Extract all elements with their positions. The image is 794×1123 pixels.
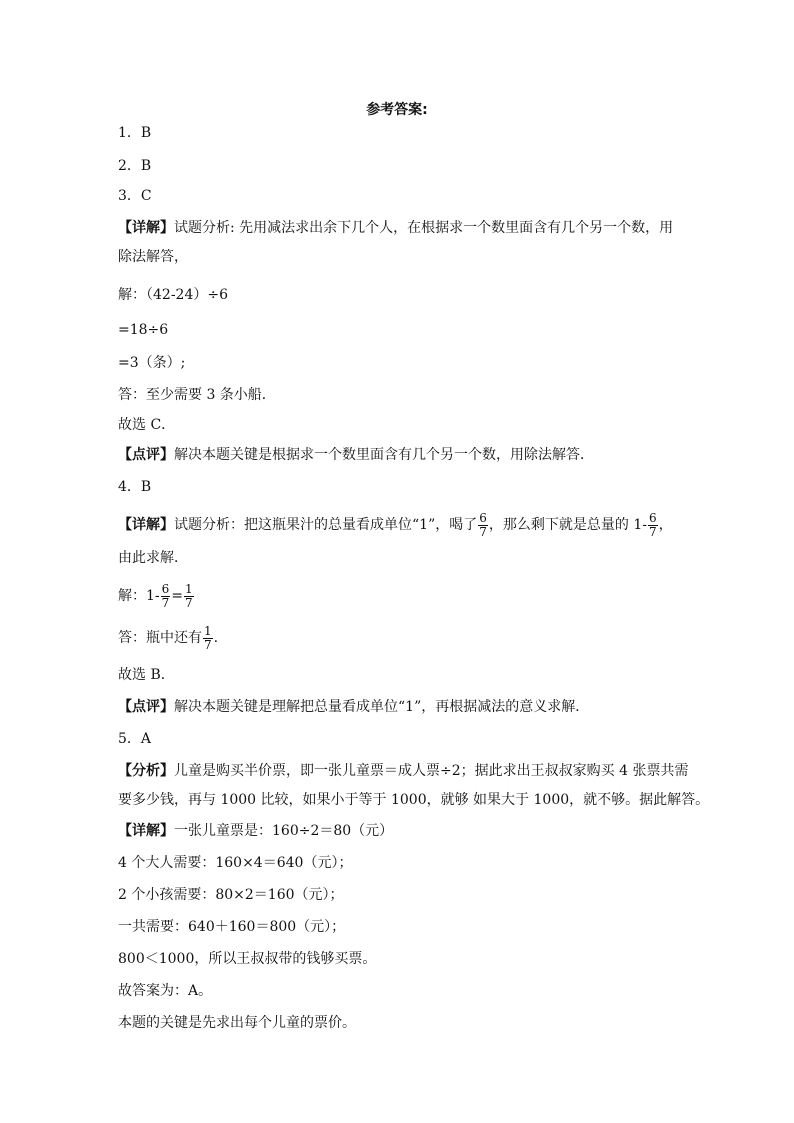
q4-step: 解：1- $\frac{6}{7}$ = $\frac{1}{7}$ — [118, 581, 193, 610]
q3-detail-line-2: 除法解答， — [118, 249, 188, 265]
page-title: 参考答案: — [366, 102, 428, 118]
detail-tag: 【详解】 — [118, 517, 174, 533]
q5-detail-line-7: 本题的关键是先求出每个儿童的票价。 — [118, 1015, 356, 1031]
q5-analysis-text-1: 儿童是购买半价票，即一张儿童票＝成人票÷2；据此求出王叔叔家购买 4 张票共需 — [174, 763, 689, 779]
fraction-six-sevenths: $\frac{6}{7}$ — [479, 510, 487, 539]
detail-tag: 【详解】 — [118, 220, 174, 236]
q3-detail-line-1 — [118, 219, 673, 237]
q5-detail-line-5: 800＜1000，所以王叔叔带的钱够买票。 — [118, 951, 377, 967]
q4-detail-text-a: 试题分析：把这瓶果汁的总量看成单位“1”，喝了 — [174, 517, 478, 533]
q3-comment-text: 解决本题关键是根据求一个数里面含有几个另一个数，用除法解答． — [174, 447, 594, 463]
q4-choice: 故选 B． — [118, 667, 175, 683]
q5-analysis-line-2: 要多少钱，再与 1000 比较，如果小于等于 1000，就够 如果大于 1000，就不够。据此解答。 — [118, 792, 710, 808]
q5-detail-line-4: 一共需要：640＋160＝800（元）； — [118, 919, 346, 935]
fraction-one-seventh: $\frac{1}{7}$ — [185, 581, 193, 610]
fraction-six-sevenths: $\frac{6}{7}$ — [648, 510, 657, 539]
q5-detail-line-2: 4 个大人需要：160×4＝640（元）； — [118, 855, 353, 871]
q5-detail-line-1 — [118, 822, 393, 840]
q5-detail-line-6: 故答案为：A。 — [118, 983, 213, 999]
q4-detail-line-2: 由此求解． — [118, 550, 188, 566]
answer-3: 3．C — [118, 188, 152, 204]
q3-step-3: =3（条）; — [118, 355, 186, 371]
comment-tag: 【点评】 — [118, 447, 174, 463]
q4-detail-text-c: ， — [658, 517, 673, 533]
fraction-six-sevenths: $\frac{6}{7}$ — [161, 581, 170, 610]
analysis-tag: 【分析】 — [118, 763, 174, 779]
q3-comment — [118, 446, 594, 464]
q4-comment-text: 解决本题关键是理解把总量看成单位“1”，再根据减法的意义求解． — [174, 699, 590, 715]
q3-detail-text-1: 试题分析: 先用减法求出余下几个人，在根据求一个数里面含有几个另一个数，用 — [174, 220, 674, 236]
q3-answer: 答：至少需要 3 条小船． — [118, 387, 276, 403]
q4-comment — [118, 698, 589, 716]
comment-tag: 【点评】 — [118, 699, 174, 715]
q3-step-1: 解：（42-24）÷6 — [118, 287, 228, 303]
q3-step-2: =18÷6 — [118, 322, 169, 338]
q4-answer: 答：瓶中还有 $\frac{1}{7}$ . — [118, 623, 219, 652]
q5-detail-line-3: 2 个小孩需要：80×2＝160（元）； — [118, 887, 344, 903]
q4-detail-line-1 — [118, 511, 673, 539]
q5-detail-text-1: 一张儿童票是：160÷2＝80（元） — [174, 823, 394, 839]
q5-analysis-line-1 — [118, 762, 688, 780]
q4-detail-text-b: ，那么剩下就是总量的 1- — [488, 517, 647, 533]
answer-5: 5．A — [118, 731, 152, 747]
answer-2: 2．B — [118, 158, 152, 174]
answer-1: 1．B — [118, 125, 152, 141]
detail-tag: 【详解】 — [118, 823, 174, 839]
answer-4: 4．B — [118, 479, 152, 495]
fraction-one-seventh: $\frac{1}{7}$ — [204, 623, 212, 652]
q3-choice: 故选 C． — [118, 417, 176, 433]
